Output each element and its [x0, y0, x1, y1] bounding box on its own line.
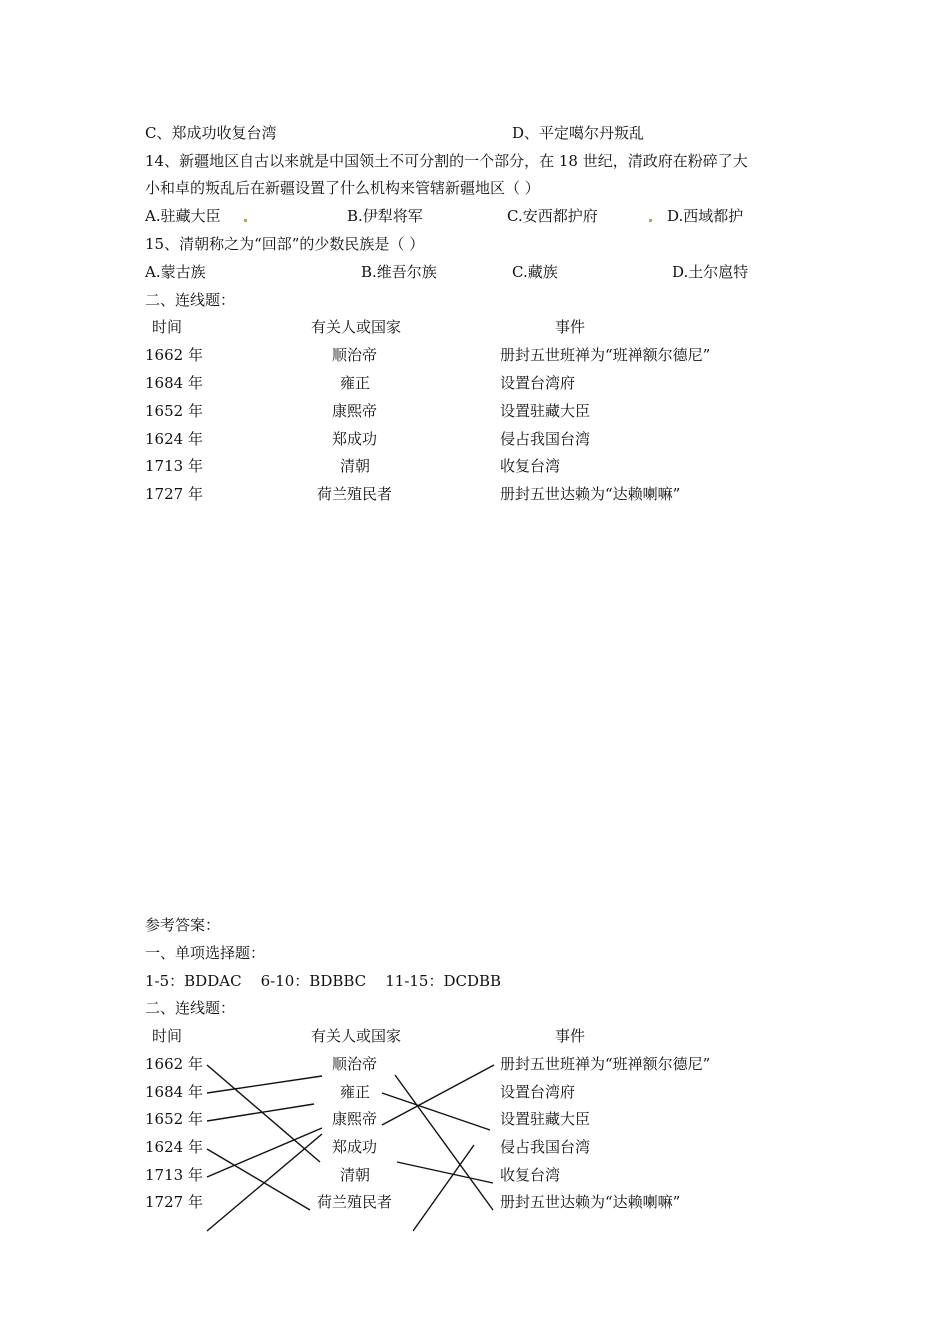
- match-line: [207, 1149, 310, 1210]
- match-line: [207, 1076, 322, 1093]
- answer-person-item: 清朝: [340, 1166, 371, 1184]
- answer-person-item: 顺治帝: [332, 1055, 378, 1073]
- match-line: [382, 1065, 494, 1125]
- answers-matching-heading: 二、连线题：: [145, 999, 236, 1017]
- answer-col-header-person: 有关人或国家: [311, 1027, 402, 1045]
- q14-option-c: C.安西都护府: [507, 207, 598, 225]
- person-item: 康熙帝: [332, 402, 378, 420]
- col-header-event: 事件: [555, 318, 586, 336]
- answer-event-item: 侵占我国台湾: [500, 1138, 591, 1156]
- answer-time-item: 1652 年: [145, 1110, 203, 1128]
- single-choice-answers: 1-5：BDDAC 6-10：BDBBC 11-15：DCDBB: [145, 972, 502, 990]
- person-item: 顺治帝: [332, 346, 378, 364]
- person-item: 清朝: [340, 457, 371, 475]
- single-choice-heading: 一、单项选择题：: [145, 944, 266, 962]
- answer-col-header-event: 事件: [555, 1027, 586, 1045]
- event-item: 设置驻藏大臣: [500, 402, 591, 420]
- answer-time-item: 1727 年: [145, 1193, 203, 1211]
- match-line: [207, 1134, 322, 1231]
- q13-option-d: D、平定噶尔丹叛乱: [512, 124, 645, 142]
- event-item: 侵占我国台湾: [500, 430, 591, 448]
- time-item: 1624 年: [145, 430, 203, 448]
- q15-option-b: B.维吾尔族: [361, 263, 437, 281]
- q14-question-line2: 小和卓的叛乱后在新疆设置了什么机构来管辖新疆地区（ ）: [145, 179, 540, 197]
- answer-time-item: 1624 年: [145, 1138, 203, 1156]
- answer-time-item: 1662 年: [145, 1055, 203, 1073]
- time-item: 1662 年: [145, 346, 203, 364]
- answer-person-item: 荷兰殖民者: [317, 1193, 393, 1211]
- q14-option-d: D.西域都护: [667, 207, 744, 225]
- answers-heading: 参考答案：: [145, 916, 221, 934]
- event-item: 册封五世达赖为“达赖喇嘛”: [500, 485, 681, 503]
- answer-time-item: 1684 年: [145, 1083, 203, 1101]
- match-line: [207, 1104, 314, 1121]
- answer-time-item: 1713 年: [145, 1166, 203, 1184]
- match-line: [207, 1065, 320, 1162]
- match-line: [395, 1075, 493, 1210]
- time-item: 1713 年: [145, 457, 203, 475]
- event-item: 册封五世班禅为“班禅额尔德尼”: [500, 346, 711, 364]
- answer-event-item: 册封五世达赖为“达赖喇嘛”: [500, 1193, 681, 1211]
- q15-option-d: D.土尔扈特: [672, 263, 749, 281]
- match-line: [207, 1128, 322, 1177]
- q14-option-a: A.驻藏大臣: [145, 207, 221, 225]
- match-line: [382, 1093, 490, 1130]
- answer-person-item: 康熙帝: [332, 1110, 378, 1128]
- match-line: [397, 1162, 493, 1183]
- answer-col-header-time: 时间: [152, 1027, 183, 1045]
- q15-option-c: C.藏族: [512, 263, 558, 281]
- answer-person-item: 郑成功: [332, 1138, 378, 1156]
- event-item: 收复台湾: [500, 457, 561, 475]
- person-item: 荷兰殖民者: [317, 485, 393, 503]
- answer-person-item: 雍正: [340, 1083, 371, 1101]
- answer-event-item: 册封五世班禅为“班禅额尔德尼”: [500, 1055, 711, 1073]
- q14-option-b: B.伊犁将军: [347, 207, 423, 225]
- col-header-time: 时间: [152, 318, 183, 336]
- matching-heading: 二、连线题：: [145, 291, 236, 309]
- answer-event-item: 设置台湾府: [500, 1083, 576, 1101]
- q15-option-a: A.蒙古族: [145, 263, 206, 281]
- answer-event-item: 收复台湾: [500, 1166, 561, 1184]
- q13-option-c: C、郑成功收复台湾: [145, 124, 277, 142]
- match-line: [413, 1145, 474, 1231]
- event-item: 设置台湾府: [500, 374, 576, 392]
- q14-question-line1: 14、新疆地区自古以来就是中国领土不可分割的一个部分，在 18 世纪，清政府在粉碎了大: [145, 152, 748, 170]
- answer-event-item: 设置驻藏大臣: [500, 1110, 591, 1128]
- time-item: 1684 年: [145, 374, 203, 392]
- time-item: 1652 年: [145, 402, 203, 420]
- q15-question: 15、清朝称之为“回部”的少数民族是（ ）: [145, 235, 425, 253]
- person-item: 郑成功: [332, 430, 378, 448]
- person-item: 雍正: [340, 374, 371, 392]
- col-header-person: 有关人或国家: [311, 318, 402, 336]
- time-item: 1727 年: [145, 485, 203, 503]
